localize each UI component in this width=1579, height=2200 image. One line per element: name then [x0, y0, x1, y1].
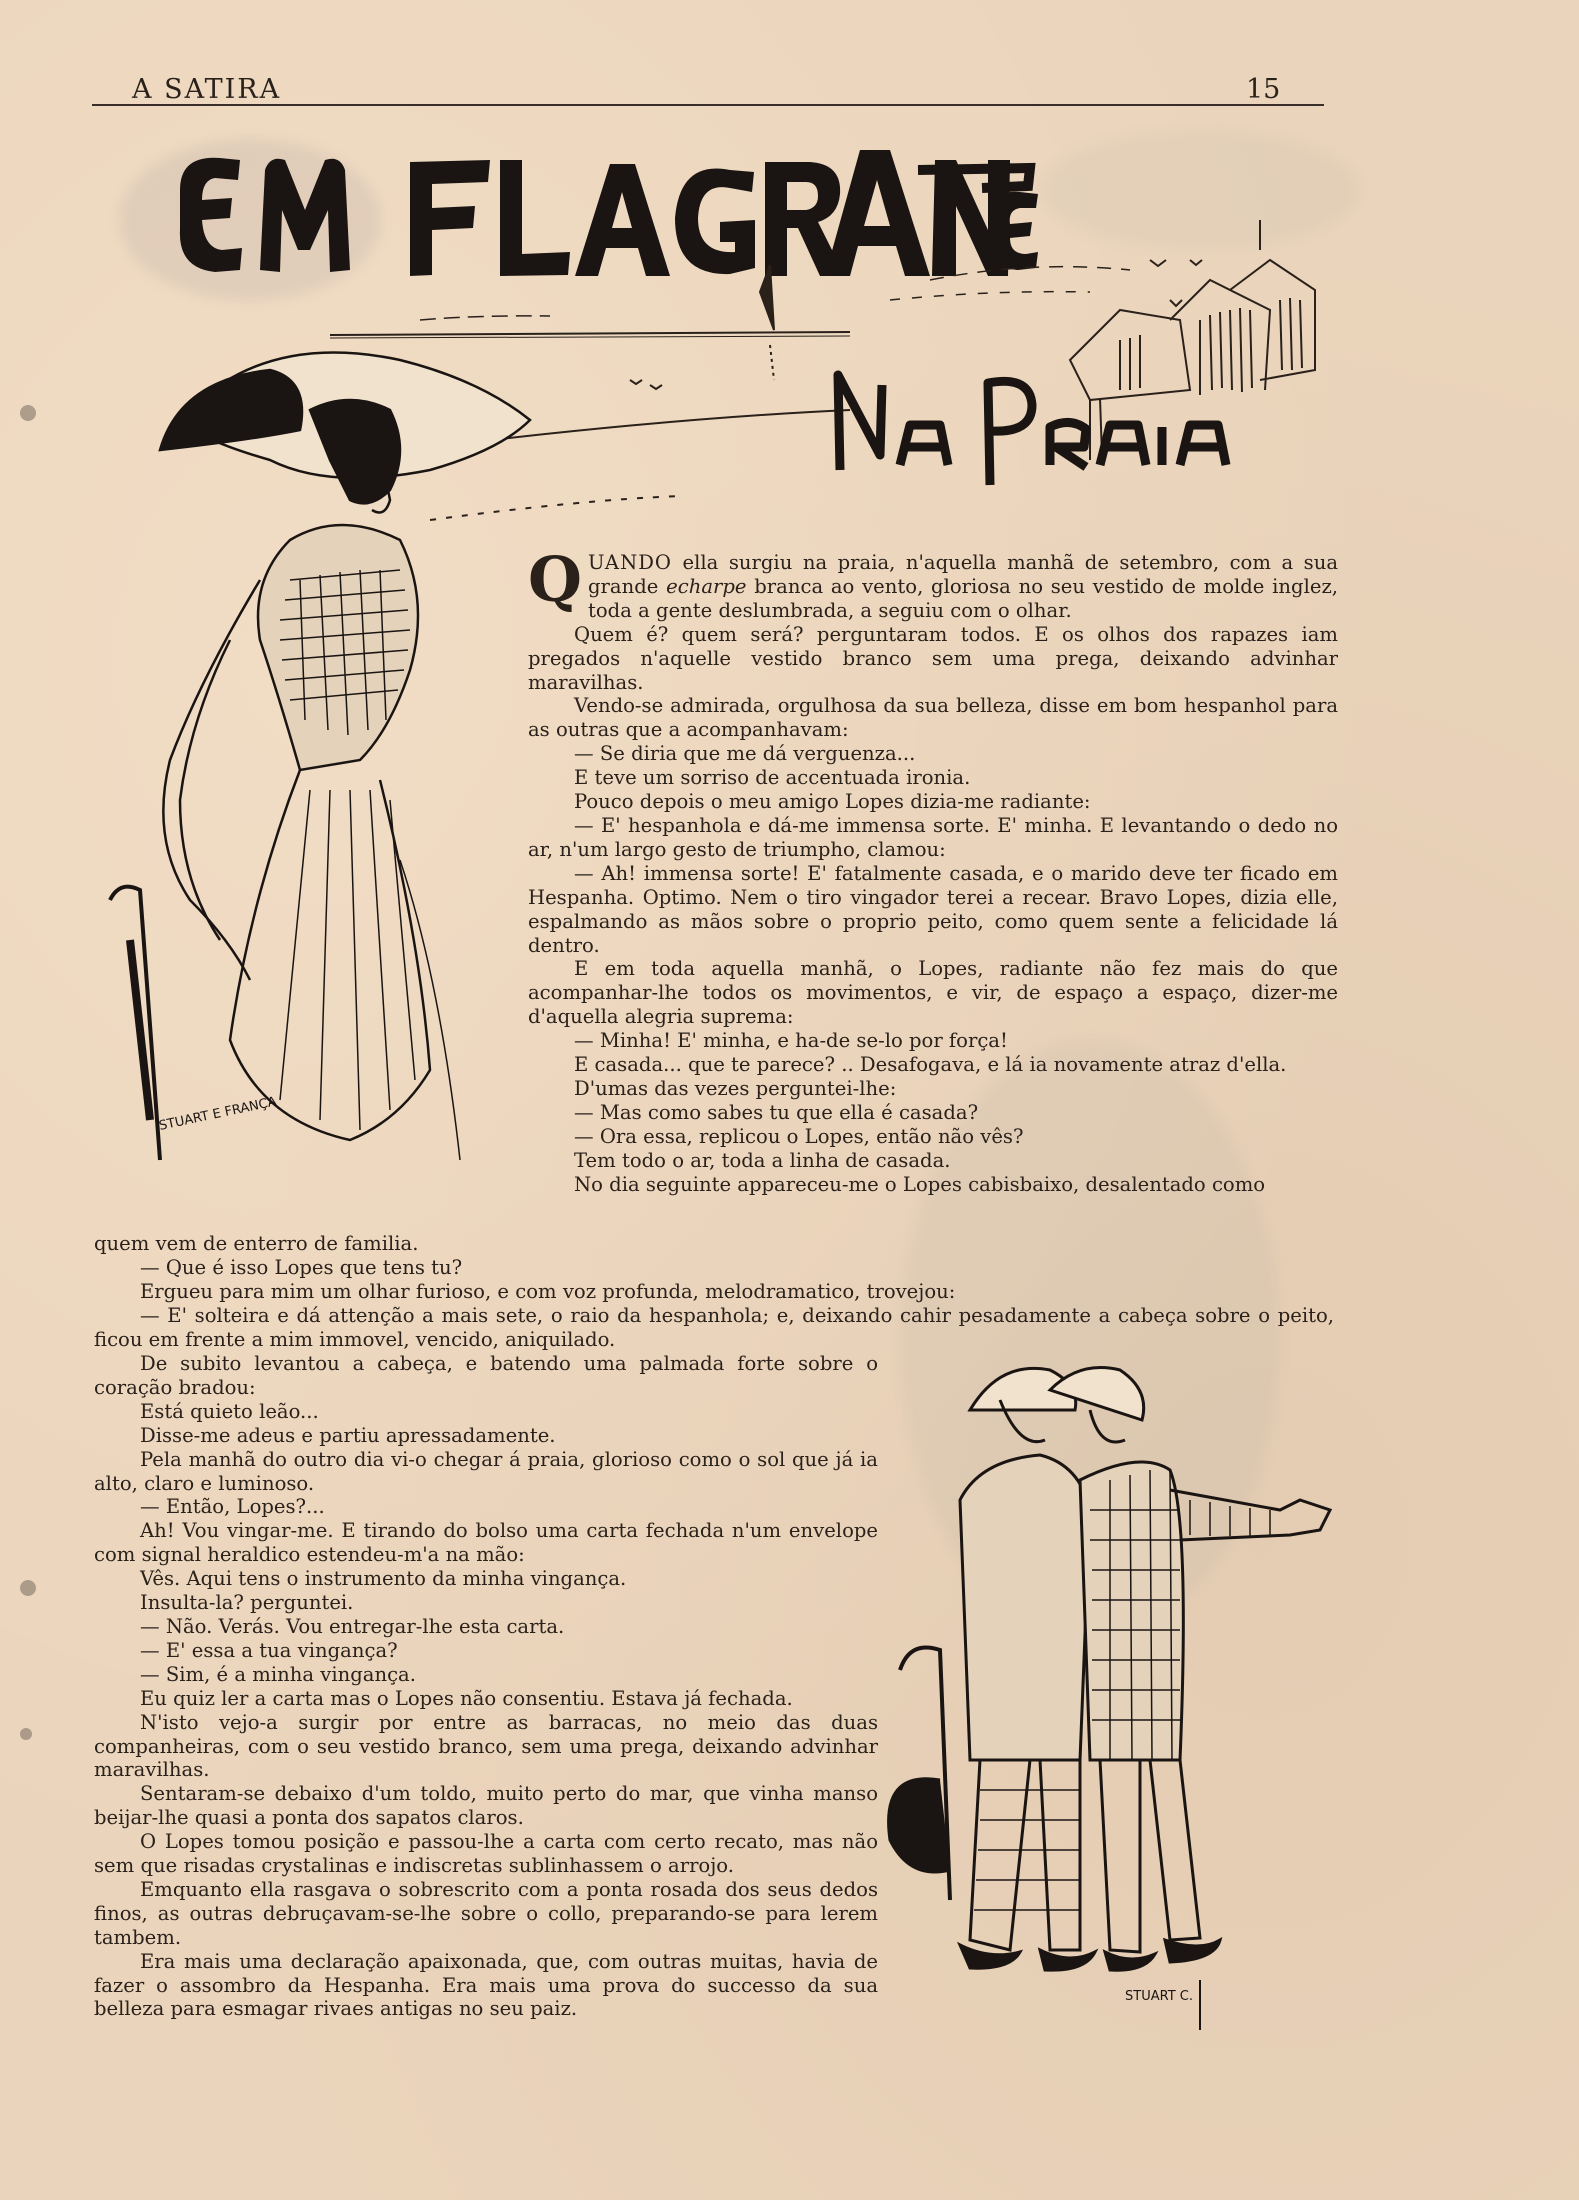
article-paragraph: Tem todo o ar, toda a linha de casada. — [574, 1148, 951, 1172]
article-paragraph: Era mais uma declaração apaixonada, que, com outras muitas, havia de fazer o assombro da Hespanha. Era mais uma prova do successo da sua belleza para esmagar rivaes antigas no seu paiz. — [94, 1949, 878, 2021]
article-paragraph: — Minha! E' minha, e ha-de se-lo por força! — [574, 1029, 1008, 1053]
article-paragraph: — Ora essa, replicou o Lopes, então não vês? — [574, 1124, 1024, 1148]
signature-men-sketch: STUART C. — [1125, 1989, 1193, 2004]
article-paragraph: O Lopes tomou posição e passou-lhe a carta com certo recato, mas não sem que risadas crystalinas e indiscretas sublinhassem o arrojo. — [94, 1830, 878, 1878]
signature-woman-sketch: STUART E FRANÇA — [157, 1094, 278, 1134]
article-full-width — [94, 1232, 1334, 1352]
article-opening-paragraph — [528, 543, 1338, 623]
article-paragraph: Quem é? quem será? perguntaram todos. E os olhos dos rapazes iam pregados n'aquelle vestido branco sem uma prega, deixando advinhar maravilhas. — [528, 622, 1338, 694]
article-column-right — [528, 543, 1338, 1196]
article-paragraph: — E' solteira e dá attenção a mais sete, o raio da hespanhola; e, deixando cahir pesadamente a cabeça sobre o peito, ficou em frente a mim immovel, vencido, aniquilado. — [94, 1303, 1334, 1351]
opening-word: UANDO — [588, 551, 672, 574]
binding-hole — [20, 405, 36, 421]
article-paragraph: No dia seguinte appareceu-me o Lopes cabisbaixo, desalentado como — [574, 1172, 1266, 1196]
article-paragraph: E teve um sorriso de accentuada ironia. — [574, 766, 971, 790]
article-paragraph: — Mas como sabes tu que ella é casada? — [574, 1100, 979, 1124]
article-paragraph: — Então, Lopes?... — [140, 1495, 325, 1519]
article-paragraph: E em toda aquella manhã, o Lopes, radiante não fez mais do que acompanhar-lhe todos os movimentos, e vir, de espaço a espaço, dizer-me d'aquella alegria suprema: — [528, 957, 1338, 1029]
article-paragraph: — Ah! immensa sorte! E' fatalmente casada, e o marido deve ter ficado em Hespanha. Optimo. Nem o tiro vingador terei a recear. Bravo Lopes, dizia elle, espalmando as mãos sobre o proprio peito, como quem sente a felicidade lá dentro. — [528, 861, 1338, 957]
article-paragraph: D'umas das vezes perguntei-lhe: — [574, 1076, 897, 1100]
opening-text: ella surgiu na praia, n'aquella manhã de setembro, com a sua grande — [588, 551, 1338, 598]
article-paragraph: Vendo-se admirada, orgulhosa da sua belleza, disse em bom hespanhol para as outras que a acompanhavam: — [528, 694, 1338, 742]
header-rule — [92, 104, 1324, 106]
opening-tail: branca ao vento, gloriosa no seu vestido de molde inglez, toda a gente deslumbrada, a seguiu com o olhar. — [588, 574, 1338, 622]
article-paragraph: Disse-me adeus e partiu apressadamente. — [140, 1423, 556, 1447]
article-paragraph: Eu quiz ler a carta mas o Lopes não consentiu. Estava já fechada. — [140, 1686, 793, 1710]
article-column-left — [94, 1352, 878, 2021]
page-number: 15 — [1246, 74, 1281, 105]
article-paragraph: quem vem de enterro de familia. — [94, 1232, 419, 1255]
opening-emphasis: echarpe — [666, 574, 747, 598]
article-paragraph: — E' essa a tua vingança? — [140, 1638, 398, 1662]
journal-name: A SATIRA — [132, 74, 282, 105]
drop-cap: Q — [528, 543, 583, 616]
article-paragraph: N'isto vejo-a surgir por entre as barracas, no meio das duas companheiras, com o seu vestido branco, sem uma prega, deixando advinhar maravilhas. — [94, 1710, 878, 1782]
article-paragraph: — Sim, é a minha vingança. — [140, 1662, 416, 1686]
woman-illustration — [100, 340, 540, 1220]
binding-hole — [20, 1580, 36, 1596]
article-paragraph: Ah! Vou vingar-me. E tirando do bolso uma carta fechada n'um envelope com signal heraldico estendeu-m'a na mão: — [94, 1519, 878, 1567]
article-paragraph: Está quieto leão... — [140, 1399, 319, 1423]
article-paragraph: Emquanto ella rasgava o sobrescrito com a ponta rosada dos seus dedos finos, as outras debruçavam-se-lhe sobre o collo, preparando-se para lerem tambem. — [94, 1877, 878, 1949]
article-paragraph: E casada... que te parece? .. Desafogava, e lá ia novamente atraz d'ella. — [574, 1053, 1287, 1077]
binding-hole — [20, 1728, 32, 1740]
subtitle-lettering — [820, 355, 1250, 505]
article-paragraph: Vês. Aqui tens o instrumento da minha vingança. — [140, 1567, 627, 1591]
article-paragraph: De subito levantou a cabeça, e batendo uma palmada forte sobre o coração bradou: — [94, 1352, 878, 1399]
article-paragraph: Sentaram-se debaixo d'um toldo, muito perto do mar, que vinha manso beijar-lhe quasi a ponta dos sapatos claros. — [94, 1782, 878, 1830]
article-paragraph: Pela manhã do outro dia vi-o chegar á praia, glorioso como o sol que já ia alto, claro e luminoso. — [94, 1447, 878, 1495]
two-men-illustration — [880, 1340, 1340, 2040]
article-paragraph: — Não. Verás. Vou entregar-lhe esta carta. — [140, 1614, 565, 1638]
article-paragraph: — E' hespanhola e dá-me immensa sorte. E' minha. E levantando o dedo no ar, n'um largo gesto de triumpho, clamou: — [528, 813, 1338, 861]
article-paragraph: Ergueu para mim um olhar furioso, e com voz profunda, melodramatico, trovejou: — [140, 1279, 956, 1303]
article-paragraph: Pouco depois o meu amigo Lopes dizia-me radiante: — [574, 790, 1091, 814]
article-paragraph: Insulta-la? perguntei. — [140, 1591, 354, 1615]
article-paragraph: — Se diria que me dá verguenza... — [574, 742, 916, 766]
article-paragraph: — Que é isso Lopes que tens tu? — [140, 1255, 463, 1279]
